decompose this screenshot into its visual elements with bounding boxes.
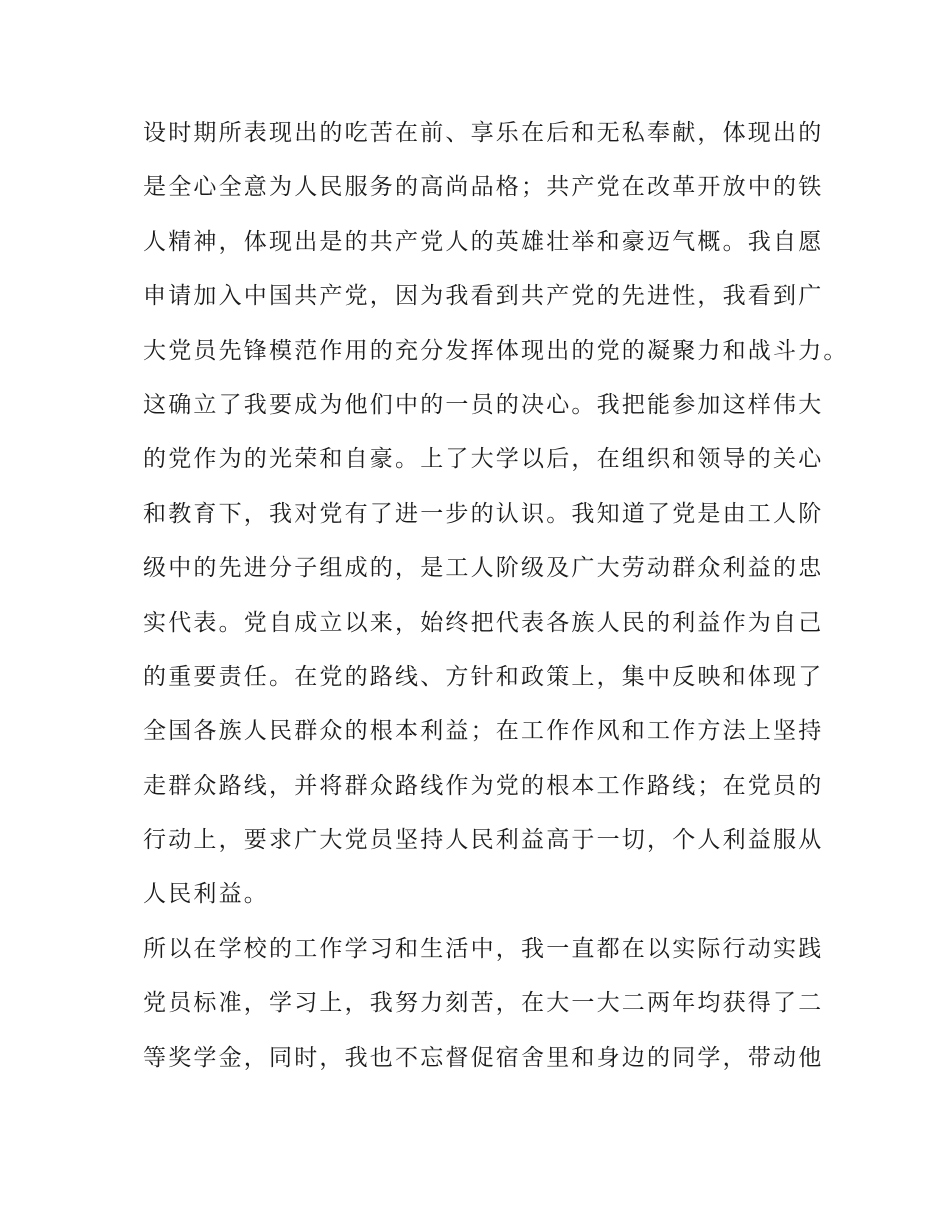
text-line: 和教育下，我对党有了进一步的认识。我知道了党是由工人阶 [143,500,824,527]
text-line: 人精神，体现出是的共产党人的英雄壮举和豪迈气概。我自愿 [143,228,824,255]
text-line: 是全心全意为人民服务的高尚品格；共产党在改革开放中的铁 [143,174,824,201]
text-line: 所以在学校的工作学习和生活中，我一直都在以实际行动实践 [143,935,824,962]
text-line: 设时期所表现出的吃苦在前、享乐在后和无私奉献，体现出的 [143,120,824,146]
text-line: 级中的先进分子组成的，是工人阶级及广大劳动群众利益的忠 [143,555,824,582]
text-line: 全国各族人民群众的根本利益；在工作作风和工作方法上坚持 [143,718,824,745]
text-line: 的党作为的光荣和自豪。上了大学以后，在组织和领导的关心 [143,446,824,473]
body-text [143,106,849,1085]
text-line: 申请加入中国共产党，因为我看到共产党的先进性，我看到广 [143,283,824,310]
text-line: 行动上，要求广大党员坚持人民利益高于一切，个人利益服从 [143,827,824,854]
text-line: 等奖学金，同时，我也不忘督促宿舍里和身边的同学，带动他 [143,1044,824,1071]
text-line: 走群众路线，并将群众路线作为党的根本工作路线；在党员的 [143,772,824,799]
text-line: 的重要责任。在党的路线、方针和政策上，集中反映和体现了 [143,663,824,690]
text-line: 实代表。党自成立以来，始终把代表各族人民的利益作为自己 [143,609,824,636]
text-line: 这确立了我要成为他们中的一员的决心。我把能参加这样伟大 [143,391,824,418]
text-line: 人民利益。 [143,881,269,908]
text-line: 党员标准，学习上，我努力刻苦，在大一大二两年均获得了二 [143,990,824,1017]
text-line: 大党员先锋模范作用的充分发挥体现出的党的凝聚力和战斗力。 [143,337,849,364]
